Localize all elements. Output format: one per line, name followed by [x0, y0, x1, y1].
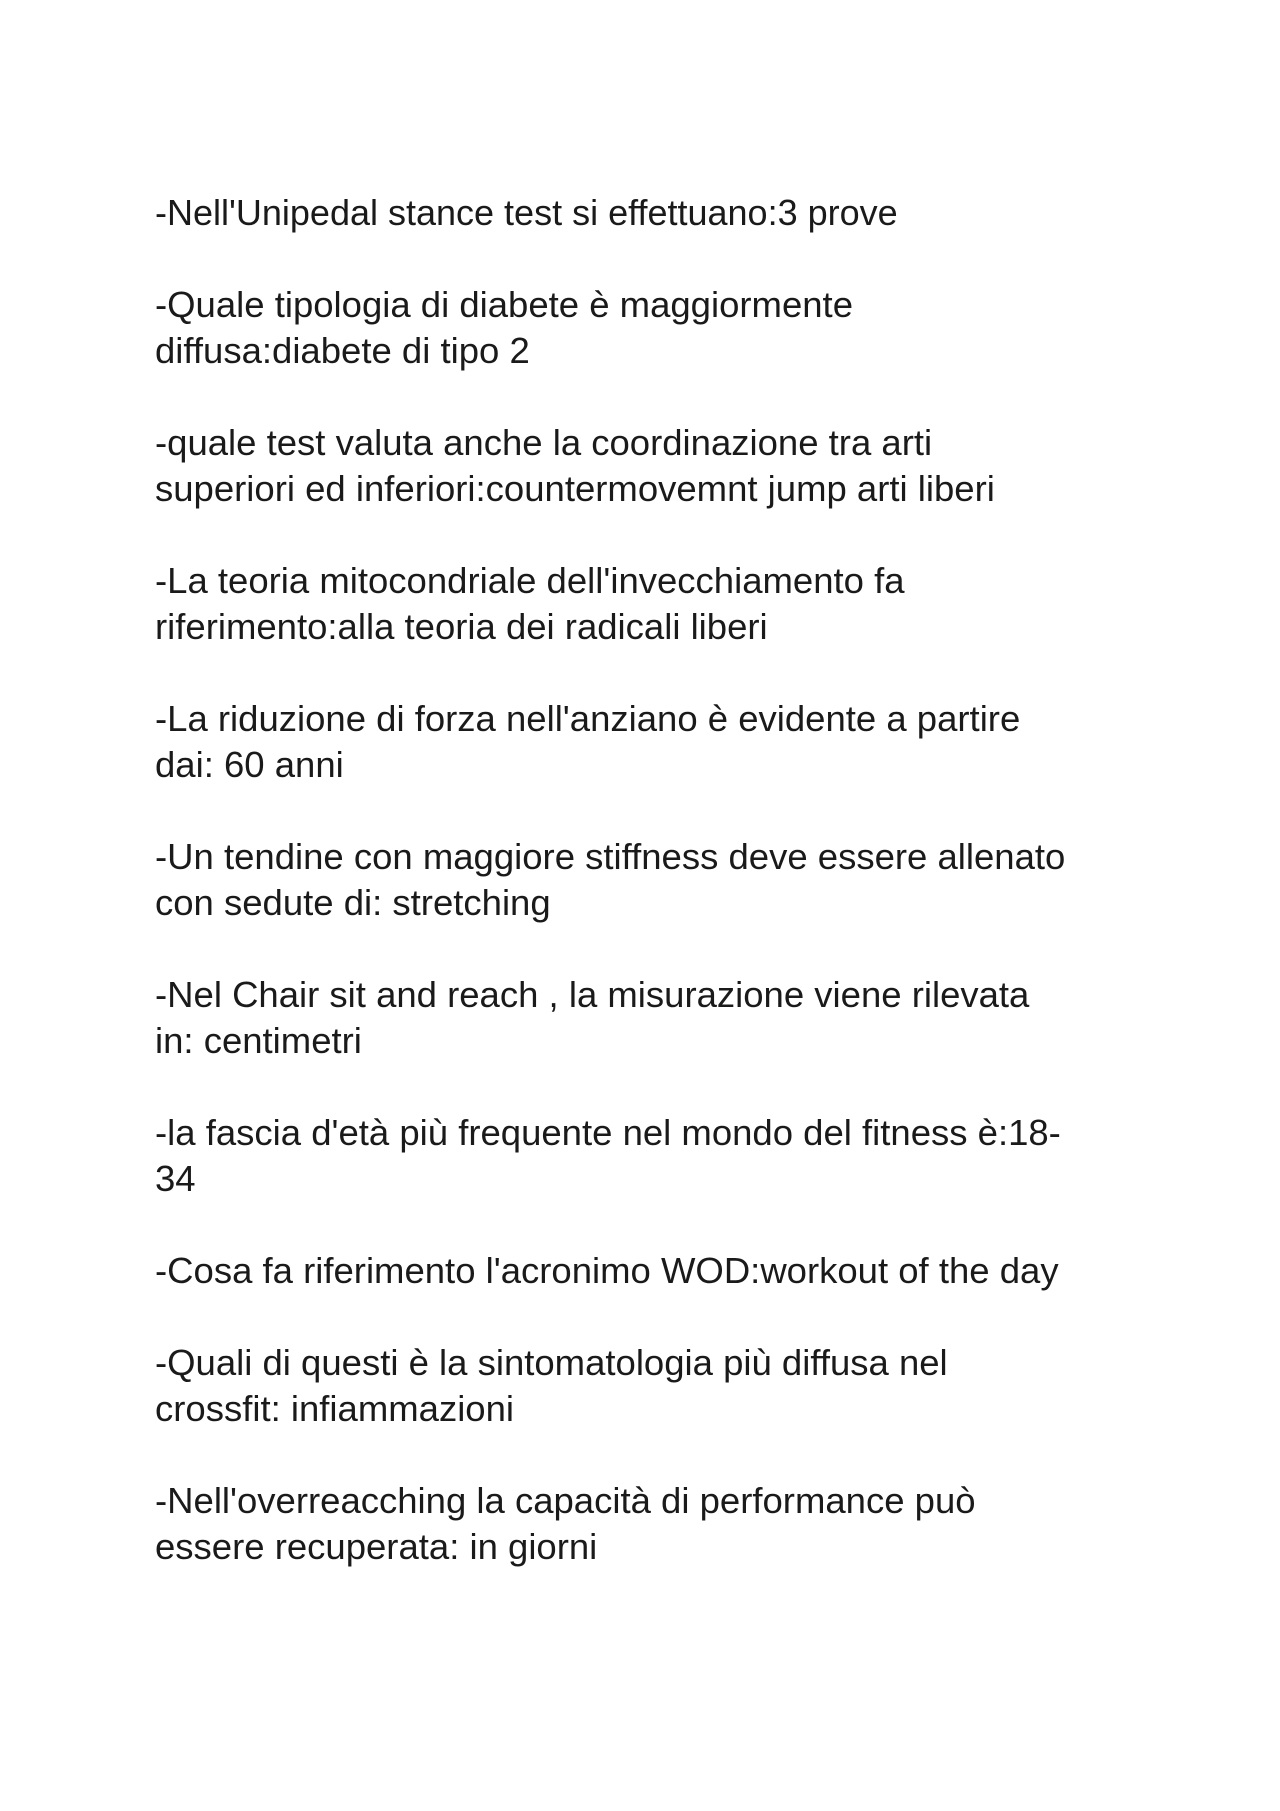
quiz-item-mitochondrial-theory: -La teoria mitocondriale dell'invecchiamento fa riferimento:alla teoria dei radicali liberi	[155, 560, 905, 647]
quiz-item-unipedal-stance: -Nell'Unipedal stance test si effettuano:3 prove	[155, 192, 898, 233]
quiz-item-tendon-stiffness: -Un tendine con maggiore stiffness deve essere allenato con sedute di: stretching	[155, 836, 1066, 923]
document-content	[155, 190, 1135, 1616]
quiz-item-fitness-age-range: -la fascia d'età più frequente nel mondo del fitness è:18- 34	[155, 1112, 1061, 1199]
quiz-item-crossfit-symptoms: -Quali di questi è la sintomatologia più diffusa nel crossfit: infiammazioni	[155, 1342, 948, 1429]
quiz-item-wod-acronym: -Cosa fa riferimento l'acronimo WOD:workout of the day	[155, 1250, 1059, 1291]
quiz-item-diabetes-type: -Quale tipologia di diabete è maggiormente diffusa:diabete di tipo 2	[155, 284, 853, 371]
quiz-item-chair-sit-reach: -Nel Chair sit and reach , la misurazione viene rilevata in: centimetri	[155, 974, 1030, 1061]
quiz-item-strength-reduction: -La riduzione di forza nell'anziano è evidente a partire dai: 60 anni	[155, 698, 1021, 785]
quiz-item-overreaching: -Nell'overreacching la capacità di performance può essere recuperata: in giorni	[155, 1480, 976, 1567]
quiz-item-coordination-test: -quale test valuta anche la coordinazione tra arti superiori ed inferiori:countermovemnt jump arti liberi	[155, 422, 995, 509]
